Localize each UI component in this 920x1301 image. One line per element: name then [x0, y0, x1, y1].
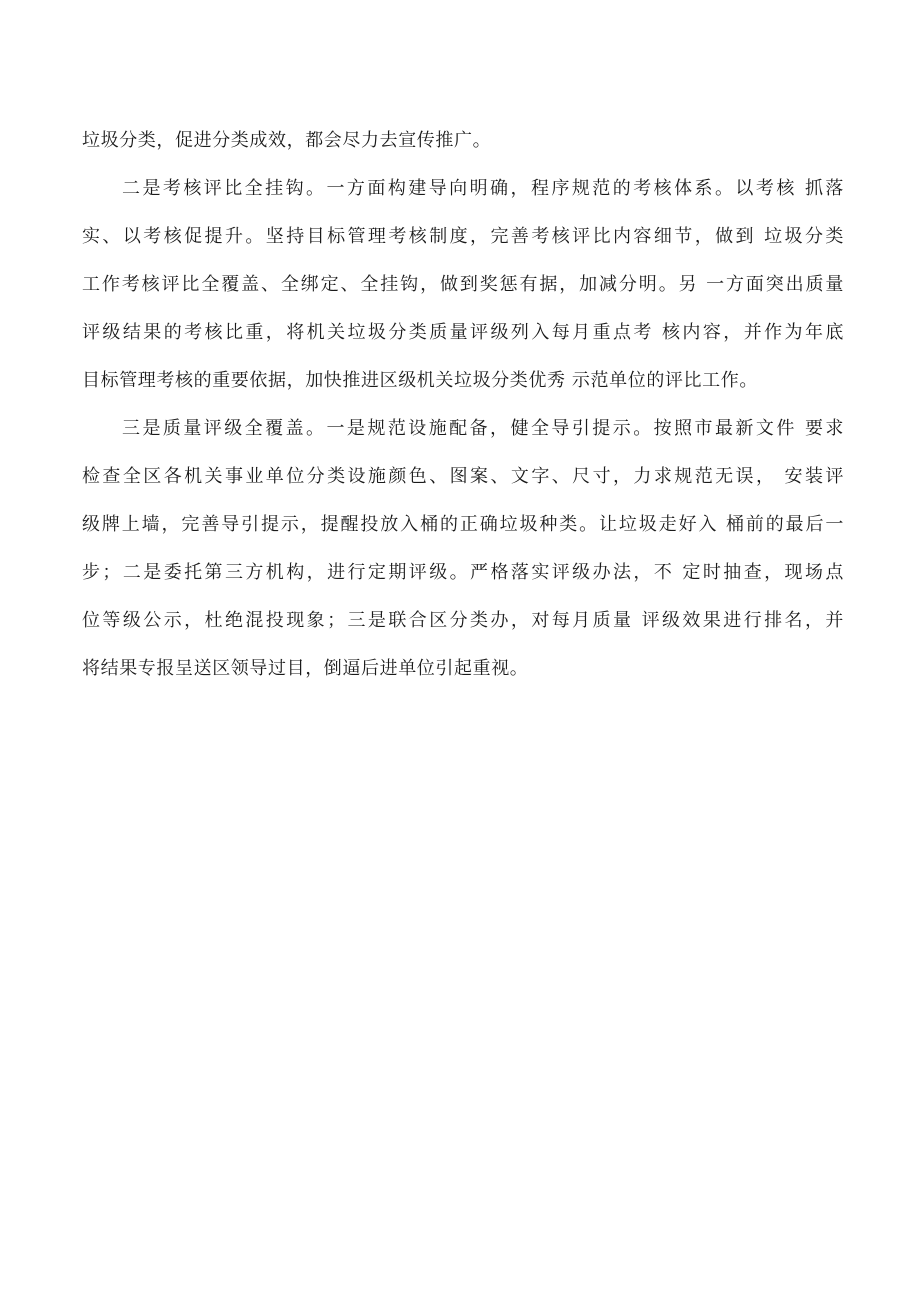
document-body — [82, 117, 844, 693]
text-line: 步；二是委托第三方机构，进行定期评级。严格落实评级办法，不 定时抽查，现场点 — [82, 562, 844, 583]
paragraph-continuation — [82, 117, 844, 165]
text-line: 将结果专报呈送区领导过目，倒逼后进单位引起重视。 — [82, 658, 529, 679]
text-line: 二是考核评比全挂钩。一方面构建导向明确，程序规范的考核体系。以考核 抓落 — [122, 178, 844, 199]
text-line: 工作考核评比全覆盖、全绑定、全挂钩，做到奖惩有据，加减分明。另 一方面突出质量 — [82, 274, 844, 295]
text-line: 目标管理考核的重要依据，加快推进区级机关垃圾分类优秀 示范单位的评比工作。 — [82, 370, 758, 391]
text-line: 实、以考核促提升。坚持目标管理考核制度，完善考核评比内容细节，做到 垃圾分类 — [82, 226, 844, 247]
paragraph-assessment — [82, 165, 844, 405]
text-line: 三是质量评级全覆盖。一是规范设施配备，健全导引提示。按照市最新文件 要求 — [122, 418, 844, 439]
text-line: 评级结果的考核比重，将机关垃圾分类质量评级列入每月重点考 核内容，并作为年底 — [82, 322, 844, 343]
text-line: 垃圾分类，促进分类成效，都会尽力去宣传推广。 — [82, 130, 492, 151]
text-line: 级牌上墙，完善导引提示，提醒投放入桶的正确垃圾种类。让垃圾走好入 桶前的最后一 — [82, 514, 844, 535]
paragraph-quality-rating — [82, 405, 844, 693]
text-line: 位等级公示，杜绝混投现象；三是联合区分类办，对每月质量 评级效果进行排名，并 — [82, 610, 844, 631]
text-line: 检查全区各机关事业单位分类设施颜色、图案、文字、尺寸，力求规范无误， 安装评 — [82, 466, 844, 487]
